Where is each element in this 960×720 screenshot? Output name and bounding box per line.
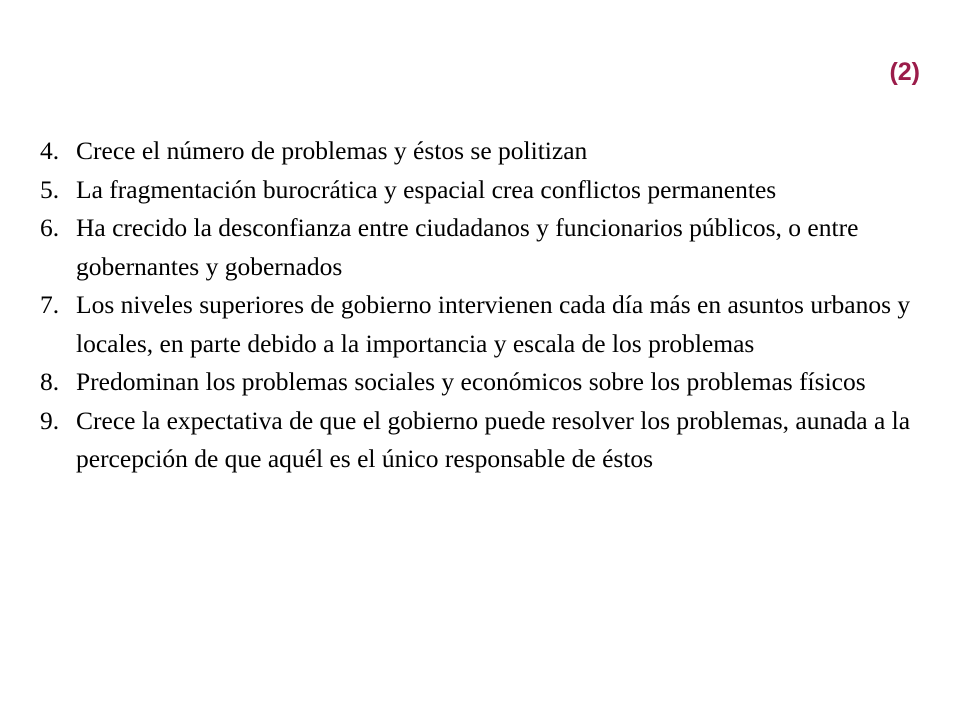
list-item-number: 9. xyxy=(40,405,60,435)
list-item xyxy=(40,132,920,171)
list-item-text: Los niveles superiores de gobierno intervienen cada día más en asuntos urbanos y locales, en parte debido a la importancia y escala de los problemas xyxy=(76,290,911,358)
list-item-text: La fragmentación burocrática y espacial crea conflictos permanentes xyxy=(76,174,777,204)
slide-number: (2) xyxy=(889,58,920,86)
list-item-number: 5. xyxy=(40,174,60,204)
numbered-list xyxy=(40,132,920,479)
list-item xyxy=(40,363,920,402)
list-item-text: Predominan los problemas sociales y económicos sobre los problemas físicos xyxy=(76,367,866,396)
list-item-number: 4. xyxy=(40,136,60,165)
list-item-text: Crece la expectativa de que el gobierno puede resolver los problemas, aunada a la percepción de que aquél es el único responsable de éstos xyxy=(76,405,911,473)
list-item-number: 7. xyxy=(40,290,60,319)
list-item xyxy=(40,402,920,479)
list-item-text: Ha crecido la desconfianza entre ciudadanos y funcionarios públicos, o entre gobernantes y gobernados xyxy=(76,213,859,281)
list-item-number: 8. xyxy=(40,367,60,396)
list-item-number: 6. xyxy=(40,213,60,242)
list-item xyxy=(40,171,920,210)
list-item xyxy=(40,286,920,363)
list-item xyxy=(40,209,920,286)
list-item-text: Crece el número de problemas y éstos se politizan xyxy=(76,136,588,165)
